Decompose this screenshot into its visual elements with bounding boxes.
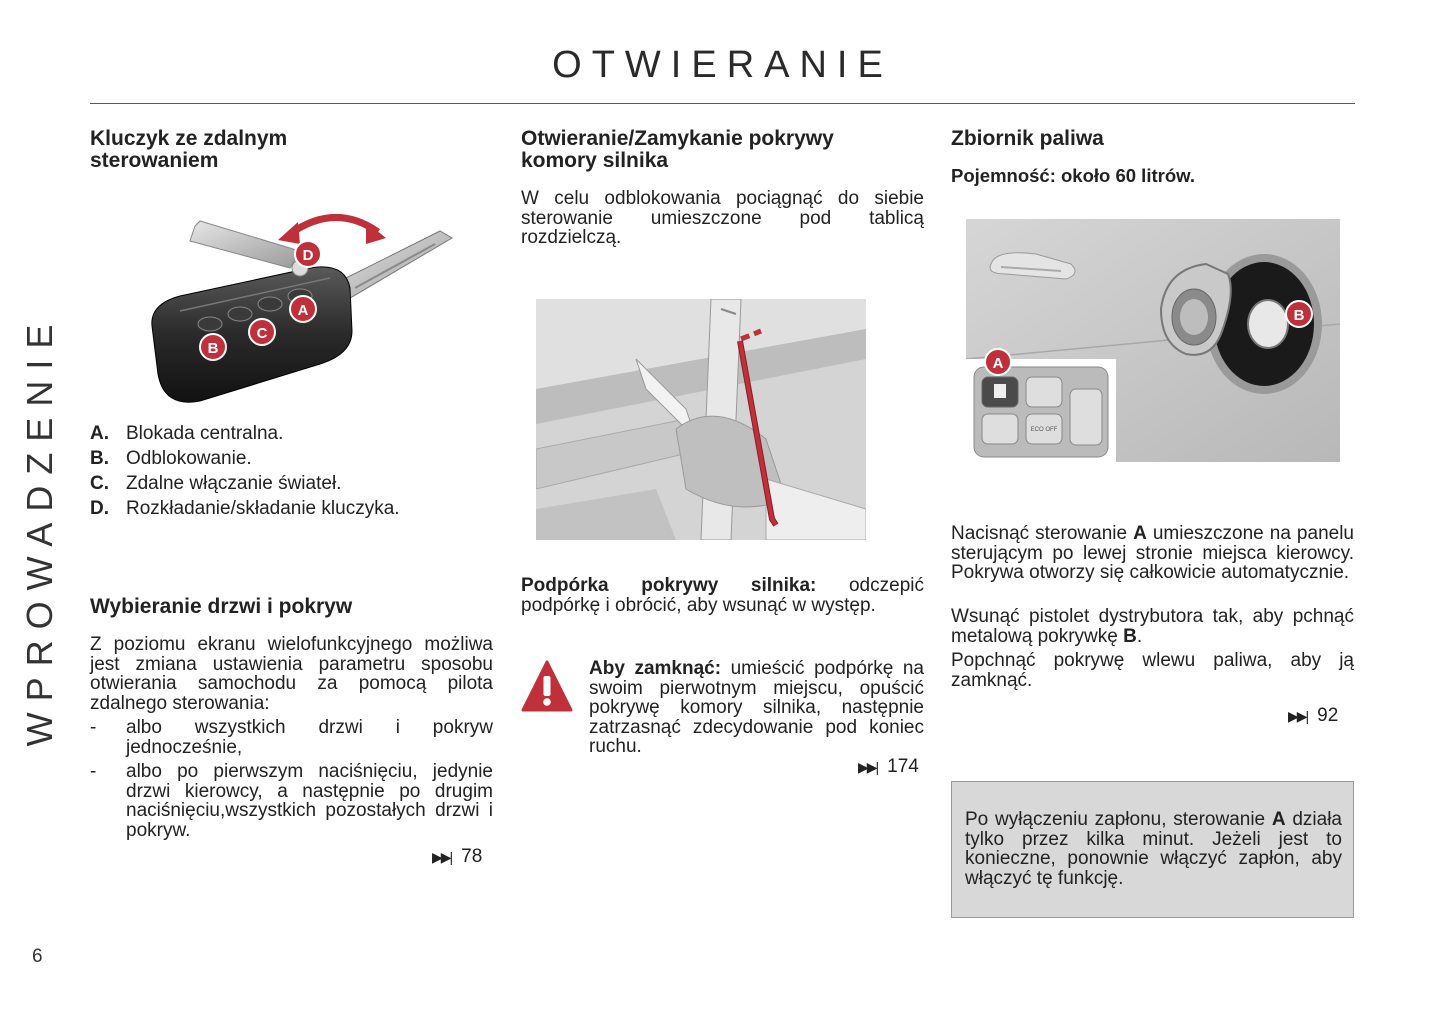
list-item: C. Zdalne włączanie świateł.: [90, 473, 342, 494]
list-item: A. Blokada centralna.: [90, 423, 284, 444]
key-badge-b: [200, 334, 226, 360]
section-heading-bonnet: [521, 128, 931, 172]
skip-forward-icon: ▶▶|: [432, 849, 452, 865]
side-tab-label: WPROWADZENIE: [19, 313, 60, 747]
bonnet-unlock-text: W celu odblokowania pociągnąć do siebie sterowanie umieszczone pod tablicą rozdzielczą.: [521, 188, 924, 248]
svg-text:B: B: [207, 340, 219, 357]
list-item: - albo po pierwszym naciśnięciu, jedynie drzwi kierowcy, a następnie po drugim naciśnięciu,wszystkich pozostałych drzwi i pokryw.: [90, 761, 493, 841]
note-box: [951, 781, 1354, 918]
key-badge-a: [290, 296, 316, 322]
skip-forward-icon: ▶▶|: [858, 759, 878, 775]
list-item: - albo wszystkich drzwi i pokryw jednocześnie,: [90, 717, 493, 758]
svg-text:A: A: [297, 302, 309, 319]
key-functions-list: [90, 421, 490, 521]
section-heading-doors: Wybieranie drzwi i pokryw: [90, 595, 353, 618]
fuel-open-text: Nacisnąć sterowanie A umieszczone na panelu sterującym po lewej stronie miejsca kierowcy. Pokrywa otworzy się całkowicie automatycznie.: [951, 523, 1354, 583]
bonnet-close-text: Aby zamknąć: umieścić podpórkę na swoim pierwotnym miejscu, opuścić pokrywę komory silnika, następnie zatrzasnąć zdecydowanie pod koniec ruchu.: [589, 658, 924, 757]
key-badge-c: [249, 319, 275, 345]
remote-key-illustration: [140, 196, 460, 411]
heading-line: sterowaniem: [90, 149, 219, 172]
fuel-capacity: Pojemność: około 60 litrów.: [951, 165, 1195, 186]
doors-intro: Z poziomu ekranu wielofunkcyjnego możliwa jest zmiana ustawienia parametru sposobu otwierania samochodu za pomocą pilota zdalnego sterowania:: [90, 634, 493, 714]
fuel-flap-illustration: [966, 219, 1340, 462]
page-number: 6: [32, 946, 43, 967]
page-ref-78[interactable]: ▶▶| 78: [432, 846, 483, 867]
fuel-pump-text: Wsunąć pistolet dystrybutora tak, aby pchnąć metalową pokrywkę B.: [951, 606, 1354, 647]
section-heading-fuel: Zbiornik paliwa: [951, 127, 1104, 150]
list-item: D. Rozkładanie/składanie kluczyka.: [90, 498, 400, 519]
warning-icon: [521, 660, 573, 714]
list-item: B. Odblokowanie.: [90, 448, 252, 469]
page-ref-92[interactable]: ▶▶| 92: [1288, 705, 1339, 726]
section-heading-remote-key: [90, 128, 490, 172]
skip-forward-icon: ▶▶|: [1288, 708, 1308, 724]
svg-text:D: D: [302, 247, 314, 264]
note-text: Po wyłączeniu zapłonu, sterowanie A działa tylko przez kilka minut. Jeżeli jest to konieczne, ponownie włączyć zapłon, aby włączyć tę funkcję.: [965, 809, 1342, 889]
heading-line: Otwieranie/Zamykanie pokrywy: [521, 127, 834, 150]
fuel-badge-b: [1286, 301, 1312, 327]
svg-text:B: B: [1293, 307, 1305, 324]
bonnet-prop-illustration: [536, 299, 866, 540]
fuel-close-text: Popchnąć pokrywę wlewu paliwa, aby ją zamknąć.: [951, 650, 1354, 691]
side-tab: [0, 0, 80, 1019]
svg-text:ECO OFF: ECO OFF: [1030, 427, 1058, 433]
doors-options-list: [90, 718, 493, 845]
svg-text:A: A: [992, 355, 1004, 372]
page-title: OTWIERANIE: [552, 44, 893, 86]
fuel-badge-a: [985, 349, 1011, 375]
page-ref-174[interactable]: ▶▶| 174: [858, 756, 919, 777]
key-badge-d: [295, 241, 321, 267]
heading-line: komory silnika: [521, 149, 669, 172]
bonnet-prop-text: Podpórka pokrywy silnika: odczepić podpórkę i obrócić, aby wsunąć w występ.: [521, 575, 924, 616]
heading-line: Kluczyk ze zdalnym: [90, 127, 288, 150]
svg-text:C: C: [256, 325, 268, 342]
header-divider: [90, 103, 1355, 104]
